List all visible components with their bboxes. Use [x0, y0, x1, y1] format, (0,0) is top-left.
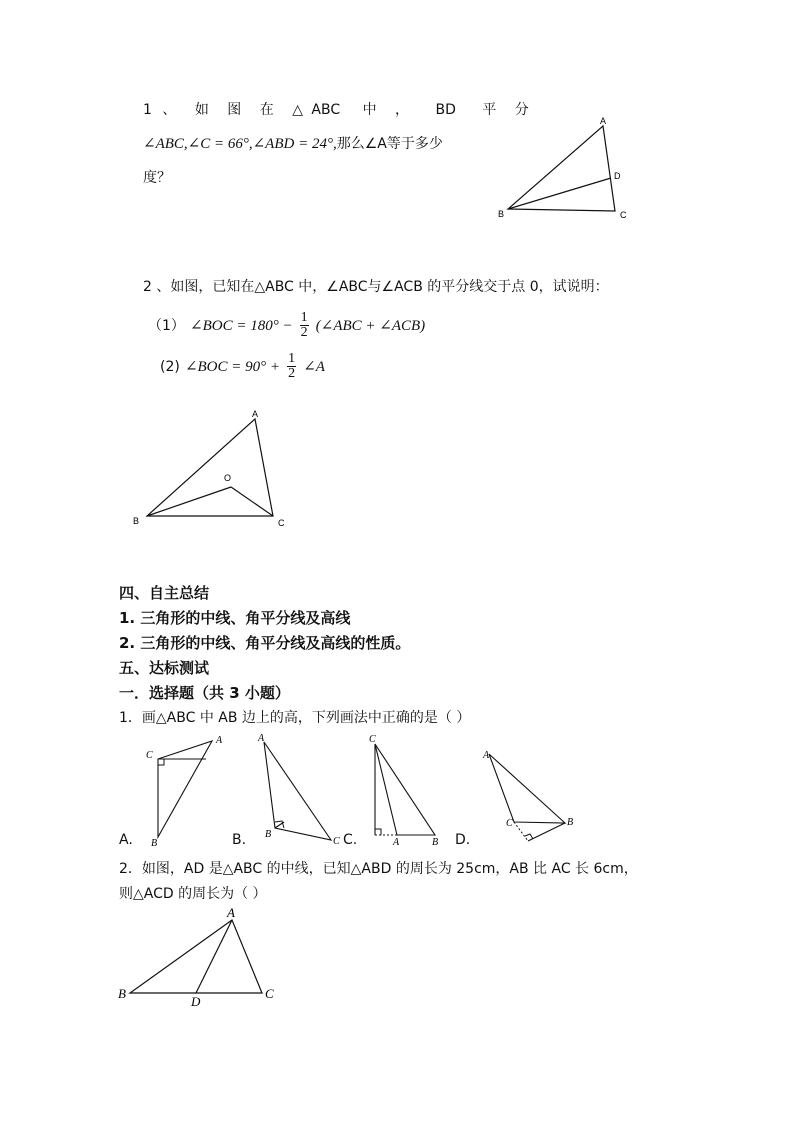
test-heading: 五、达标测试: [119, 659, 210, 677]
summary-item-2: 2. 三角形的中线、角平分线及高线的性质。: [119, 634, 411, 652]
test-q2-median-ad: [196, 920, 232, 993]
q1-sep: 、: [162, 102, 177, 118]
option-b-label-c: C: [333, 836, 340, 847]
q1-word: 分: [514, 102, 529, 118]
q2-label-c: C: [278, 518, 285, 528]
q1-figure: [490, 112, 640, 227]
test-q2-triangle: [130, 920, 262, 993]
option-a[interactable]: A.: [119, 832, 133, 848]
option-a-label-c: C: [146, 750, 153, 761]
q2-label-b: B: [133, 516, 140, 526]
option-d-extension-line: [514, 822, 528, 841]
q1-label-d: D: [614, 171, 621, 181]
q2-part2-fraction: [287, 352, 296, 381]
test-q2-figure: [110, 902, 290, 1012]
fraction-numerator: 1: [288, 351, 296, 366]
q2-part1: [148, 307, 425, 343]
option-a-figure: [140, 730, 240, 850]
option-c-label-a: A: [393, 837, 400, 848]
q1-label-a: A: [600, 116, 607, 126]
q2-part1-fraction: [300, 311, 309, 340]
option-c-figure: [360, 730, 460, 850]
summary-item-1: 1. 三角形的中线、角平分线及高线: [119, 609, 351, 627]
q1-bd: BD: [435, 102, 456, 118]
q1-comma: ，: [395, 102, 410, 118]
fraction-denominator: 2: [288, 366, 296, 381]
option-b-triangle: [264, 742, 331, 840]
option-d-label-c: C: [506, 818, 513, 829]
test-question-2-line1: 2．如图，AD 是△ABC 的中线，已知△ABD 的周长为 25cm，AB 比 AC 长 6cm，: [119, 861, 638, 877]
q2-intro: 2 、如图，已知在△ABC 中，∠ABC与∠ACB 的平分线交于点 0，试说明：: [143, 279, 609, 295]
q1-word: 如: [194, 102, 209, 118]
option-d-triangle: [489, 754, 565, 823]
option-a-label-a: A: [216, 735, 223, 746]
option-d-height-line: [528, 823, 565, 841]
q2-part2: [160, 348, 325, 384]
test-q2-label-d: D: [191, 994, 201, 1009]
summary-heading: 四、自主总结: [119, 584, 210, 602]
option-c-label-b: B: [432, 837, 439, 848]
fraction-denominator: 2: [300, 325, 308, 340]
q2-triangle: [147, 419, 273, 516]
q1-word: 图: [227, 102, 242, 118]
q2-part1-prefix: （1）: [148, 318, 185, 334]
q2-part2-right: ∠A: [303, 359, 325, 375]
test-q2-label-c: C: [265, 986, 274, 1001]
option-c-triangle: [375, 744, 435, 835]
q2-bisector-bo: [147, 487, 231, 516]
q2-bisector-co: [231, 487, 273, 516]
q1-line1: [143, 99, 529, 119]
q1-given-angles: ∠ABC,∠C = 66°,∠ABD = 24°,: [143, 136, 337, 152]
option-c-right-angle-mark: [375, 829, 381, 835]
option-d[interactable]: D.: [455, 832, 471, 848]
q1-triangle-symbol: △: [292, 102, 303, 118]
choice-section-heading: 一．选择题（共 3 小题）: [119, 684, 290, 702]
test-q2-label-b: B: [118, 986, 126, 1001]
test-question-1: 1．画△ABC 中 AB 边上的高，下列画法中正确的是（ ）: [119, 710, 471, 726]
option-a-right-angle-mark: [158, 759, 164, 765]
option-a-triangle: [158, 741, 212, 837]
q2-label-o: O: [224, 473, 232, 483]
q1-triangle: [508, 126, 615, 211]
q2-figure: [125, 405, 305, 535]
q1-line3: 度？: [143, 170, 171, 186]
option-d-figure: [476, 730, 586, 850]
option-b[interactable]: B.: [232, 832, 247, 848]
fraction-numerator: 1: [300, 310, 308, 325]
q1-bisector-bd: [508, 178, 611, 209]
q1-number: 1: [143, 102, 152, 118]
option-a-label-b: B: [151, 838, 158, 849]
q2-part2-left: ∠BOC = 90° +: [184, 359, 280, 375]
q1-word: 中: [362, 102, 377, 118]
q1-question-text: 那么∠A等于多少: [336, 136, 443, 152]
q1-word: 在: [259, 102, 274, 118]
option-d-label-a: A: [483, 750, 490, 761]
q1-label-b: B: [498, 209, 505, 219]
option-b-figure: [255, 730, 358, 850]
q1-word: 平: [482, 102, 497, 118]
option-b-label-b: B: [265, 829, 272, 840]
q1-line2: [143, 133, 443, 153]
option-d-label-b: B: [567, 817, 574, 828]
q2-label-a: A: [252, 409, 259, 419]
q2-part2-prefix: (2): [160, 359, 180, 375]
q1-abc: ABC: [311, 102, 341, 118]
q2-part1-right: (∠ABC + ∠ACB): [315, 318, 426, 334]
option-b-label-a: A: [258, 733, 265, 744]
option-c[interactable]: C.: [343, 832, 358, 848]
option-c-label-c: C: [369, 734, 376, 745]
test-q2-label-a: A: [227, 905, 235, 920]
test-question-2-line2: 则△ACD 的周长为（ ）: [119, 886, 267, 902]
q1-label-c: C: [620, 210, 627, 220]
q2-part1-left: ∠BOC = 180° −: [190, 318, 293, 334]
